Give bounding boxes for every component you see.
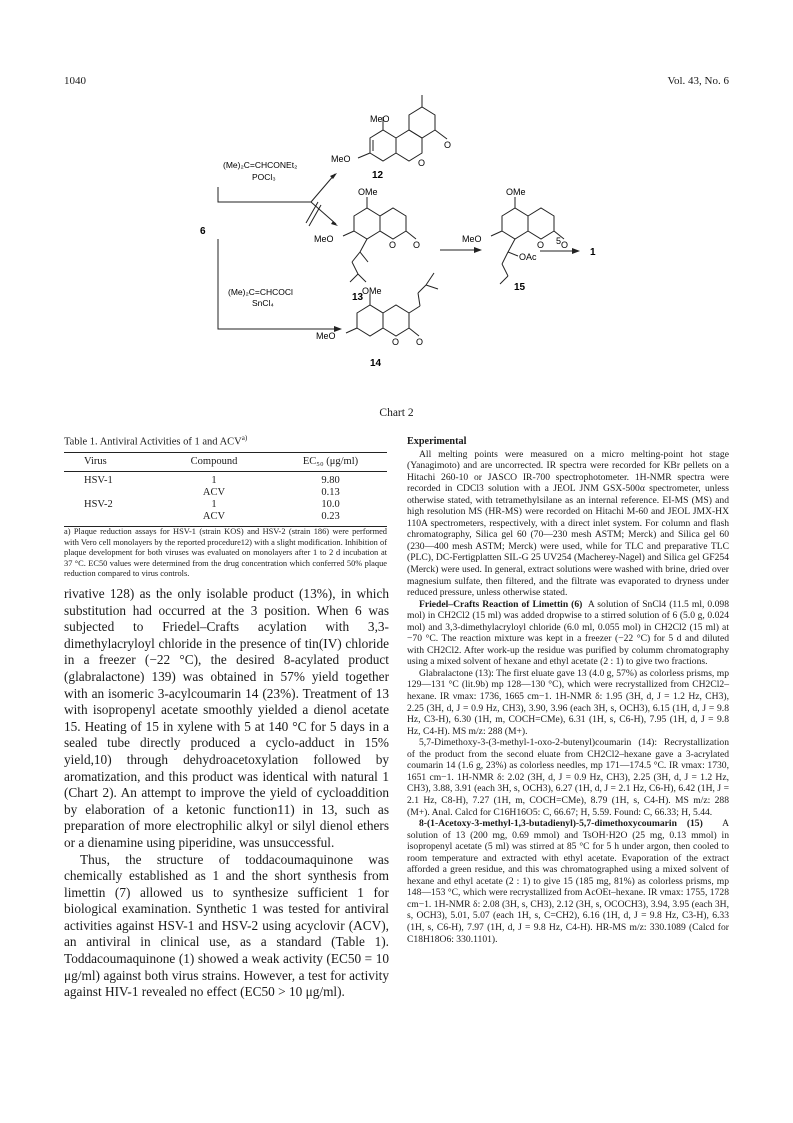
compound-15-oac: OAc [519,252,537,262]
paragraph-glabralactone: Glabralactone (13): The first eluate gave 13 (4.0 g, 57%) as colorless prisms, mp 129—131 °C (lit.9b) mp 128—130 °C), which were recrystallized from CH2Cl2–hexane. IR νmax: 1736, 1665 cm−1. 1H-NMR δ: 1.95 (3H, d, J = 1.2 Hz, CH3), 2.25 (3H, d, J = 0.9 Hz, CH3), 3.90, 3.96 (each 3H, s, OCH3), 6.15 (1H, d, J = 9.8 Hz, C3-H), 6.30 (1H, m, COCH=CMe), 6.31 (1H, s, C6-H), 7.95 (1H, d, J = 9.8 Hz, C4-H). MS m/z: 288 (M+). [407,667,729,737]
compound-13-label: 13 [352,292,364,303]
compound-14-meo: MeO [316,331,336,341]
arrow-to-12 [311,174,335,202]
compound-14-structure [346,273,438,336]
compound-12-meo-top: MeO [370,114,390,124]
subheading: 8-(1-Acetoxy-3-methyl-1,3-butadienyl)-5,7-dimethoxycoumarin (15) [419,818,703,830]
table-row: ACV 0.23 [64,511,387,527]
paragraph-friedel-crafts: Friedel–Crafts Reaction of Limettin (6) A solution of SnCl4 (11.5 ml, 0.098 mol) in CH2Cl2 (15 ml) was added dropwise to a stirred solution of 6 (5.0 g, 0.024 mol) and 3,3-dimethylacryloyl chloride (6.0 ml, 0.055 mol) in CH2Cl2 (15 ml) at −70 °C. The reaction mixture was kept in a freezer (−22 °C) for 5 d and diluted with CH2Cl2. After work-up the residue was purified by columm chromatography using a mixed solvent of hexane and ethyl acetate (2 : 1) to give two fractions. [407,598,729,668]
reagent-bottom-line2: SnCl₄ [252,298,274,308]
reaction-scheme [0,0,793,400]
compound-15-meo: MeO [462,234,482,244]
section-heading: Experimental [407,436,467,447]
paragraph-compound-14: 5,7-Dimethoxy-3-(3-methyl-1-oxo-2-butenyl)coumarin (14): Recrystallization of the product from the second eluate from CH2Cl2–hexane gave a 3-acrylated coumarin 14 (1.6 g, 23%) as colorless needles, mp 171—174.5 °C. IR νmax: 1730, 1651 cm−1. 1H-NMR δ: 2.02 (3H, d, J = 0.9 Hz, CH3), 2.25 (3H, d, J = 1.2 Hz, CH3), 3.88, 3.91 (each 3H, s, OCH3), 6.27 (1H, d, J = 2.1 Hz, C6-H), 6.42 (1H, J = 2.1 Hz, C8-H), 7.27 (1H, m, COCH=CMe), 8.79 (1H, s, C4-H). MS m/z: 288 (M+). Anal. Calcd for C16H16O5: C, 66.67; H, 5.59. Found: C, 66.33; H, 5.44. [407,737,729,818]
compound-14-ring-o: O [392,337,400,347]
compound-15-structure [491,197,564,284]
compound-12-structure [358,95,447,161]
compound-12-label: 12 [372,170,384,181]
compound-14-label: 14 [370,358,382,369]
page-number: 1040 [64,75,86,87]
compound-12-meo-bottom: MeO [331,154,351,164]
table-row: HSV-1 1 9.80 [84,475,340,486]
compound-14-ome: OMe [362,286,382,296]
col-header-ec50: EC₅₀ (μg/ml) [274,453,387,472]
paragraph-compound-15: 8-(1-Acetoxy-3-methyl-1,3-butadienyl)-5,7-dimethoxycoumarin (15) A solution of 13 (200 mg, 0.69 mmol) and TsOH·H2O (25 mg, 0.13 mmol) in isopropenyl acetate (5 ml) was stirred at 85 °C for 5 h under argon, then cooled to room temperature and extracted with ethyl acetate. Evaporation of the extract afforded a green residue, and this was chromatographed using a mixed solvent of hexane and ethyl acetate (2 : 1) to give 15 (185 mg, 81%) as colorless prisms, mp 148—153 °C, which were recrystallized from AcOEt–hexane. IR νmax: 1755, 1728 cm−1. 1H-NMR δ: 2.08 (3H, s, CH3), 2.12 (3H, s, OCOCH3), 3.94, 3.95 (each 3H, s, OCH3), 5.01, 5.07 (each 1H, s, C=CH2), 6.16 (1H, d, J = 9.8 Hz, C3-H), 6.33 (1H, s, C6-H), 7.97 (1H, d, J = 9.8 Hz, C4-H). HR-MS m/z: 330.1089 (Calcd for C18H18O6: 330.1101). [407,818,729,945]
start-compound-label: 6 [200,226,206,237]
bracket-bottom-arm [218,239,337,329]
antiviral-table [64,452,387,527]
final-product-label: 1 [590,247,596,258]
compound-14-carbonyl-o: O [416,337,424,347]
table-title: Table 1. Antiviral Activities of 1 and ACV$^{a)}$ [64,434,248,448]
compound-13-ring-o: O [389,240,397,250]
table-footnote: a) Plaque reduction assays for HSV-1 (strain KOS) and HSV-2 (strain 186) were performed with Vero cell monolayers by the reported procedure12) with a slight modification. Inhibition of plaque development for both viruses was evaluated on monolayers after 1 to 2 d incubation at 37 °C. EC50 values were determined from the drug concentration which conferred 50% plaque reduction compared to virus controls. [64,527,387,578]
col-header-compound: Compound [154,453,274,472]
journal-volume: Vol. 43, No. 6 [667,75,729,87]
compound-13-structure [343,197,416,282]
compound-15-label: 15 [514,282,526,293]
experimental-section [407,436,729,945]
compound-15-ome: OMe [506,187,526,197]
paragraph: rivative 128) as the only isolable product (13%), in which substitution had occurred at the 3 position. When 6 was subjected to Friedel–Crafts acylation with 3,3-dimethylacryloyl chloride in the presence of tin(IV) chloride in a freezer (−22 °C), the desired 8-acylated product (glabralactone) 139) was obtained in 57% yield together with an isomeric 3-acylcoumarin 14 (23%). Treatment of 13 with isopropenyl acetate smoothly yielded a dienol acetate 15. Heating of 15 in xylene with 5 at 140 °C for 5 days in a sealed tube directly produced a cyclo-adduct in 15% yield,10) through dehydroacetoxylation followed by aromatization, and this product was identical with natural 1 (Chart 2). An attempt to improve the yield of cycloaddition by elaboration of a ketonic function11) in 13, such as preparation of more electrophilic alkyl or silyl dienol ethers or a dienamine using piperidine, was unsuccessful. [64,586,389,850]
compound-15-carbonyl-o: O [561,240,569,250]
bracket-top-arm [218,187,311,202]
table-row: HSV-2 1 10.0 [84,499,340,510]
compound-13-ome: OMe [358,187,378,197]
reagent-bottom-line1: (Me)₂C=CHCOCl [228,287,293,297]
reagent-top-line1: (Me)₂C=CHCONEt₂ [223,160,298,170]
paragraph: Thus, the structure of toddacoumaquinone was chemically established as 1 and the short synthesis from limettin (7) allowed us to synthesize sufficient 1 for biological examination. Synthetic 1 was tested for antiviral activities against HSV-1 and HSV-2 using acyclovir (ACV), an antiviral in clinical use, as a standard (Table 1). Toddacoumaquinone (1) showed a weak activity (EC50 = 10 μg/ml) against both virus strains. However, a test for activity against HIV-1 revealed no effect (EC50 > 10 μg/ml). [64,851,389,1000]
arrow-reagent-label: 5 [556,236,562,246]
subheading: Friedel–Crafts Reaction of Limettin (6) [419,598,583,610]
col-header-virus: Virus [64,453,154,472]
table-row: ACV 0.13 [202,487,340,498]
scheme-caption: Chart 2 [379,407,414,419]
body-text-left [64,586,389,1001]
compound-12-ring-o: O [418,158,426,168]
reagent-top-line2: POCl₃ [252,172,276,182]
compound-12-carbonyl-o: O [444,140,452,150]
arrow-to-13 [311,202,336,224]
compound-15-ring-o: O [537,240,545,250]
paragraph-general: All melting points were measured on a micro melting-point hot stage (Yanagimoto) and are uncorrected. IR spectra were recorded for KBr pellets on a Hitachi 260-10 or JASCO IR-700 spectrophotometer. 1H-NMR spectra were recorded in CDCl3 solution with a JEOL JNM GSX-500α spectrometer, unless otherwise stated, with tetramethylsilane as an internal reference. EI-MS (MS) and high resolution MS (HR-MS) were recorded on Hitachi M-60 and JEOL JMX-HX 110A spectrometers, respectively, with a direct inlet system. For column and flash chromatography, Silica gel 60 (70—230 mesh ASTM; Merck) and Silica gel 60 (230—400 mesh ASTM; Merck) were used, while for TLC and preparative TLC (PLC), DC-Fertigplatten SIL-G 25 UV254 (Macherey-Nagel) and Silica gel GF254 (Merck) were used. In general, extract solutions were washed with brine, dried over magnesium sulfate, then filtered, and the filtrate was evaporated to dryness under reduced pressure, unless otherwise stated. [407,448,729,599]
compound-13-carbonyl-o: O [413,240,421,250]
compound-13-meo: MeO [314,234,334,244]
